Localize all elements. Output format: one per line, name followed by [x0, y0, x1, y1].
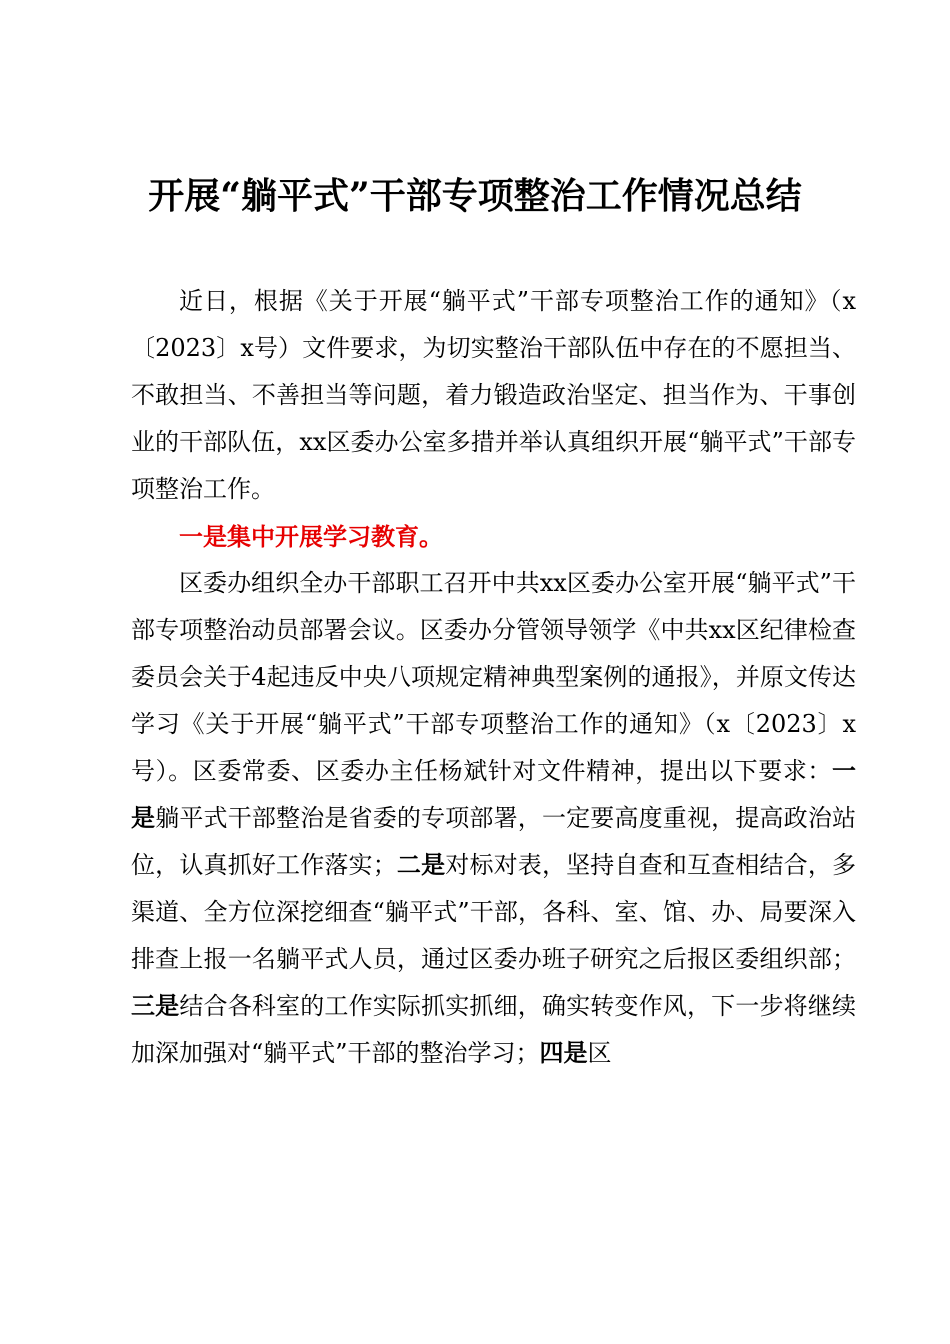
section-1-body — [131, 560, 856, 1077]
paragraph-text: 区委办组织全办干部职工召开中共xx区委办公室开展“躺平式”干部专项整治动员部署会议。区委办分管领导领学《中共xx区纪律检查委员会关于4起违反中央八项规定精神典型案例的通报》，并原文传达学习《关于开展“躺平式”干部专项整治工作的通知》（x〔2023〕x号）。区委常委、区委办主任杨斌针对文件精神，提出以下要求： — [131, 569, 856, 785]
keyword-second: 二是 — [396, 851, 446, 879]
paragraph-text: 躺平式干部整治是省委的专项部署，一定要高度重视，提高政治站位，认真抓好工作落实； — [131, 804, 857, 879]
paragraph-text: 结合各科室的工作实际抓实抓细，确实转变作风，下一步将继续加深加强对“躺平式”干部的整治学习； — [131, 992, 857, 1067]
section-1-paragraph — [131, 560, 856, 1077]
section-1 — [131, 512, 856, 562]
keyword-first: 一是 — [131, 757, 856, 832]
keyword-fourth: 四是 — [539, 1039, 588, 1067]
paragraph-text: 对标对表，坚持自查和互查相结合，多渠道、全方位深挖细查“躺平式”干部，各科、室、馆、办、局要深入排查上报一名躺平式人员，通过区委办班子研究之后报区委组织部； — [131, 851, 857, 973]
intro-paragraph: 近日，根据《关于开展“躺平式”干部专项整治工作的通知》（x〔2023〕x号）文件要求，为切实整治干部队伍中存在的不愿担当、不敢担当、不善担当等问题，着力锻造政治坚定、担当作为、干事创业的干部队伍，xx区委办公室多措并举认真组织开展“躺平式”干部专项整治工作。 — [131, 287, 856, 503]
document-title: 开展“躺平式”干部专项整治工作情况总结 — [148, 175, 802, 217]
intro-block — [131, 278, 856, 513]
paragraph-text: 区 — [587, 1039, 612, 1067]
keyword-third: 三是 — [131, 992, 180, 1020]
section-1-heading: 一是集中开展学习教育。 — [179, 523, 443, 551]
